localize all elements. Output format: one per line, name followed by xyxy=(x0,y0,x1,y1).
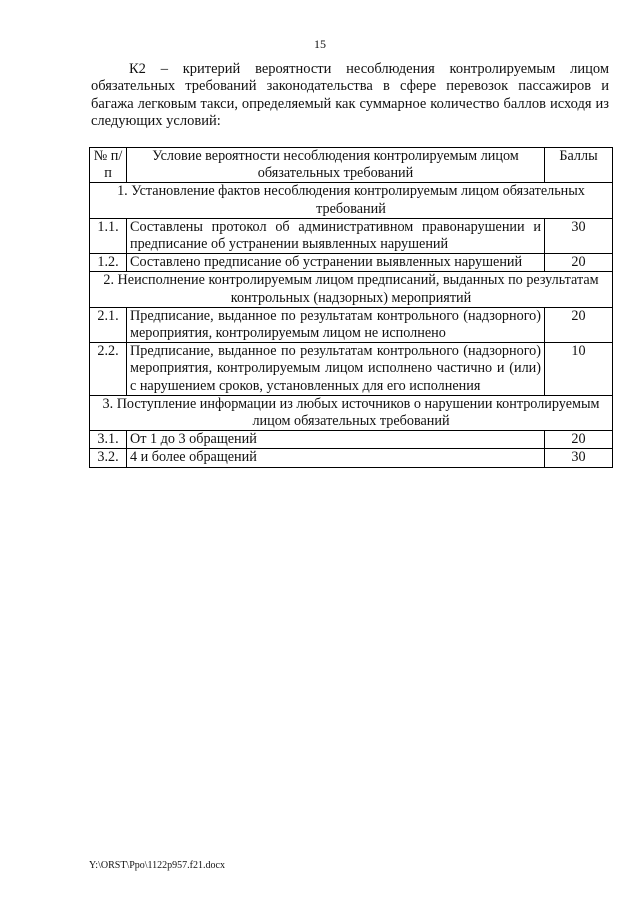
row-condition: 4 и более обращений xyxy=(127,449,545,467)
table-row xyxy=(90,431,613,449)
table-row xyxy=(90,218,613,253)
section-title: 2. Неисполнение контролируемым лицом предписаний, выданных по результатам контрольных (надзорных) мероприятий xyxy=(90,272,613,307)
row-condition: Составлено предписание об устранении выявленных нарушений xyxy=(127,254,545,272)
header-number: № п/п xyxy=(90,148,127,183)
table-header-row xyxy=(90,148,613,183)
criteria-table xyxy=(89,147,613,468)
section-title: 1. Установление фактов несоблюдения контролируемым лицом обязательных требований xyxy=(90,183,613,218)
row-points: 20 xyxy=(545,431,613,449)
row-points: 30 xyxy=(545,449,613,467)
row-points: 30 xyxy=(545,218,613,253)
row-condition: Предписание, выданное по результатам контрольного (надзорного) мероприятия, контролируемым лицом не исполнено xyxy=(127,307,545,342)
row-condition: Составлены протокол об административном правонарушении и предписание об устранении выявленных нарушений xyxy=(127,218,545,253)
row-number: 1.2. xyxy=(90,254,127,272)
table-row xyxy=(90,343,613,396)
row-number: 2.2. xyxy=(90,343,127,396)
section-title: 3. Поступление информации из любых источников о нарушении контролируемым лицом обязательных требований xyxy=(90,395,613,430)
table-row xyxy=(90,307,613,342)
page-number: 15 xyxy=(314,37,326,51)
row-condition: От 1 до 3 обращений xyxy=(127,431,545,449)
row-number: 2.1. xyxy=(90,307,127,342)
row-number: 3.2. xyxy=(90,449,127,467)
header-condition: Условие вероятности несоблюдения контролируемым лицом обязательных требований xyxy=(127,148,545,183)
row-points: 20 xyxy=(545,254,613,272)
table-row xyxy=(90,449,613,467)
row-number: 3.1. xyxy=(90,431,127,449)
footer-file-path: Y:\ORST\Ppo\1122p957.f21.docx xyxy=(89,860,225,871)
table-row xyxy=(90,254,613,272)
row-number: 1.1. xyxy=(90,218,127,253)
row-points: 10 xyxy=(545,343,613,396)
section-row xyxy=(90,272,613,307)
section-row xyxy=(90,395,613,430)
row-points: 20 xyxy=(545,307,613,342)
intro-paragraph: К2 – критерий вероятности несоблюдения контролируемым лицом обязательных требований законодательства в сфере перевозок пассажиров и багажа легковым такси, определяемый как суммарное количество баллов исходя из следующих условий: xyxy=(91,61,609,130)
row-condition: Предписание, выданное по результатам контрольного (надзорного) мероприятия, контролируемым лицом исполнено частично и (или) с нарушением сроков, установленных для его исполнения xyxy=(127,343,545,396)
header-points: Баллы xyxy=(545,148,613,183)
section-row xyxy=(90,183,613,218)
